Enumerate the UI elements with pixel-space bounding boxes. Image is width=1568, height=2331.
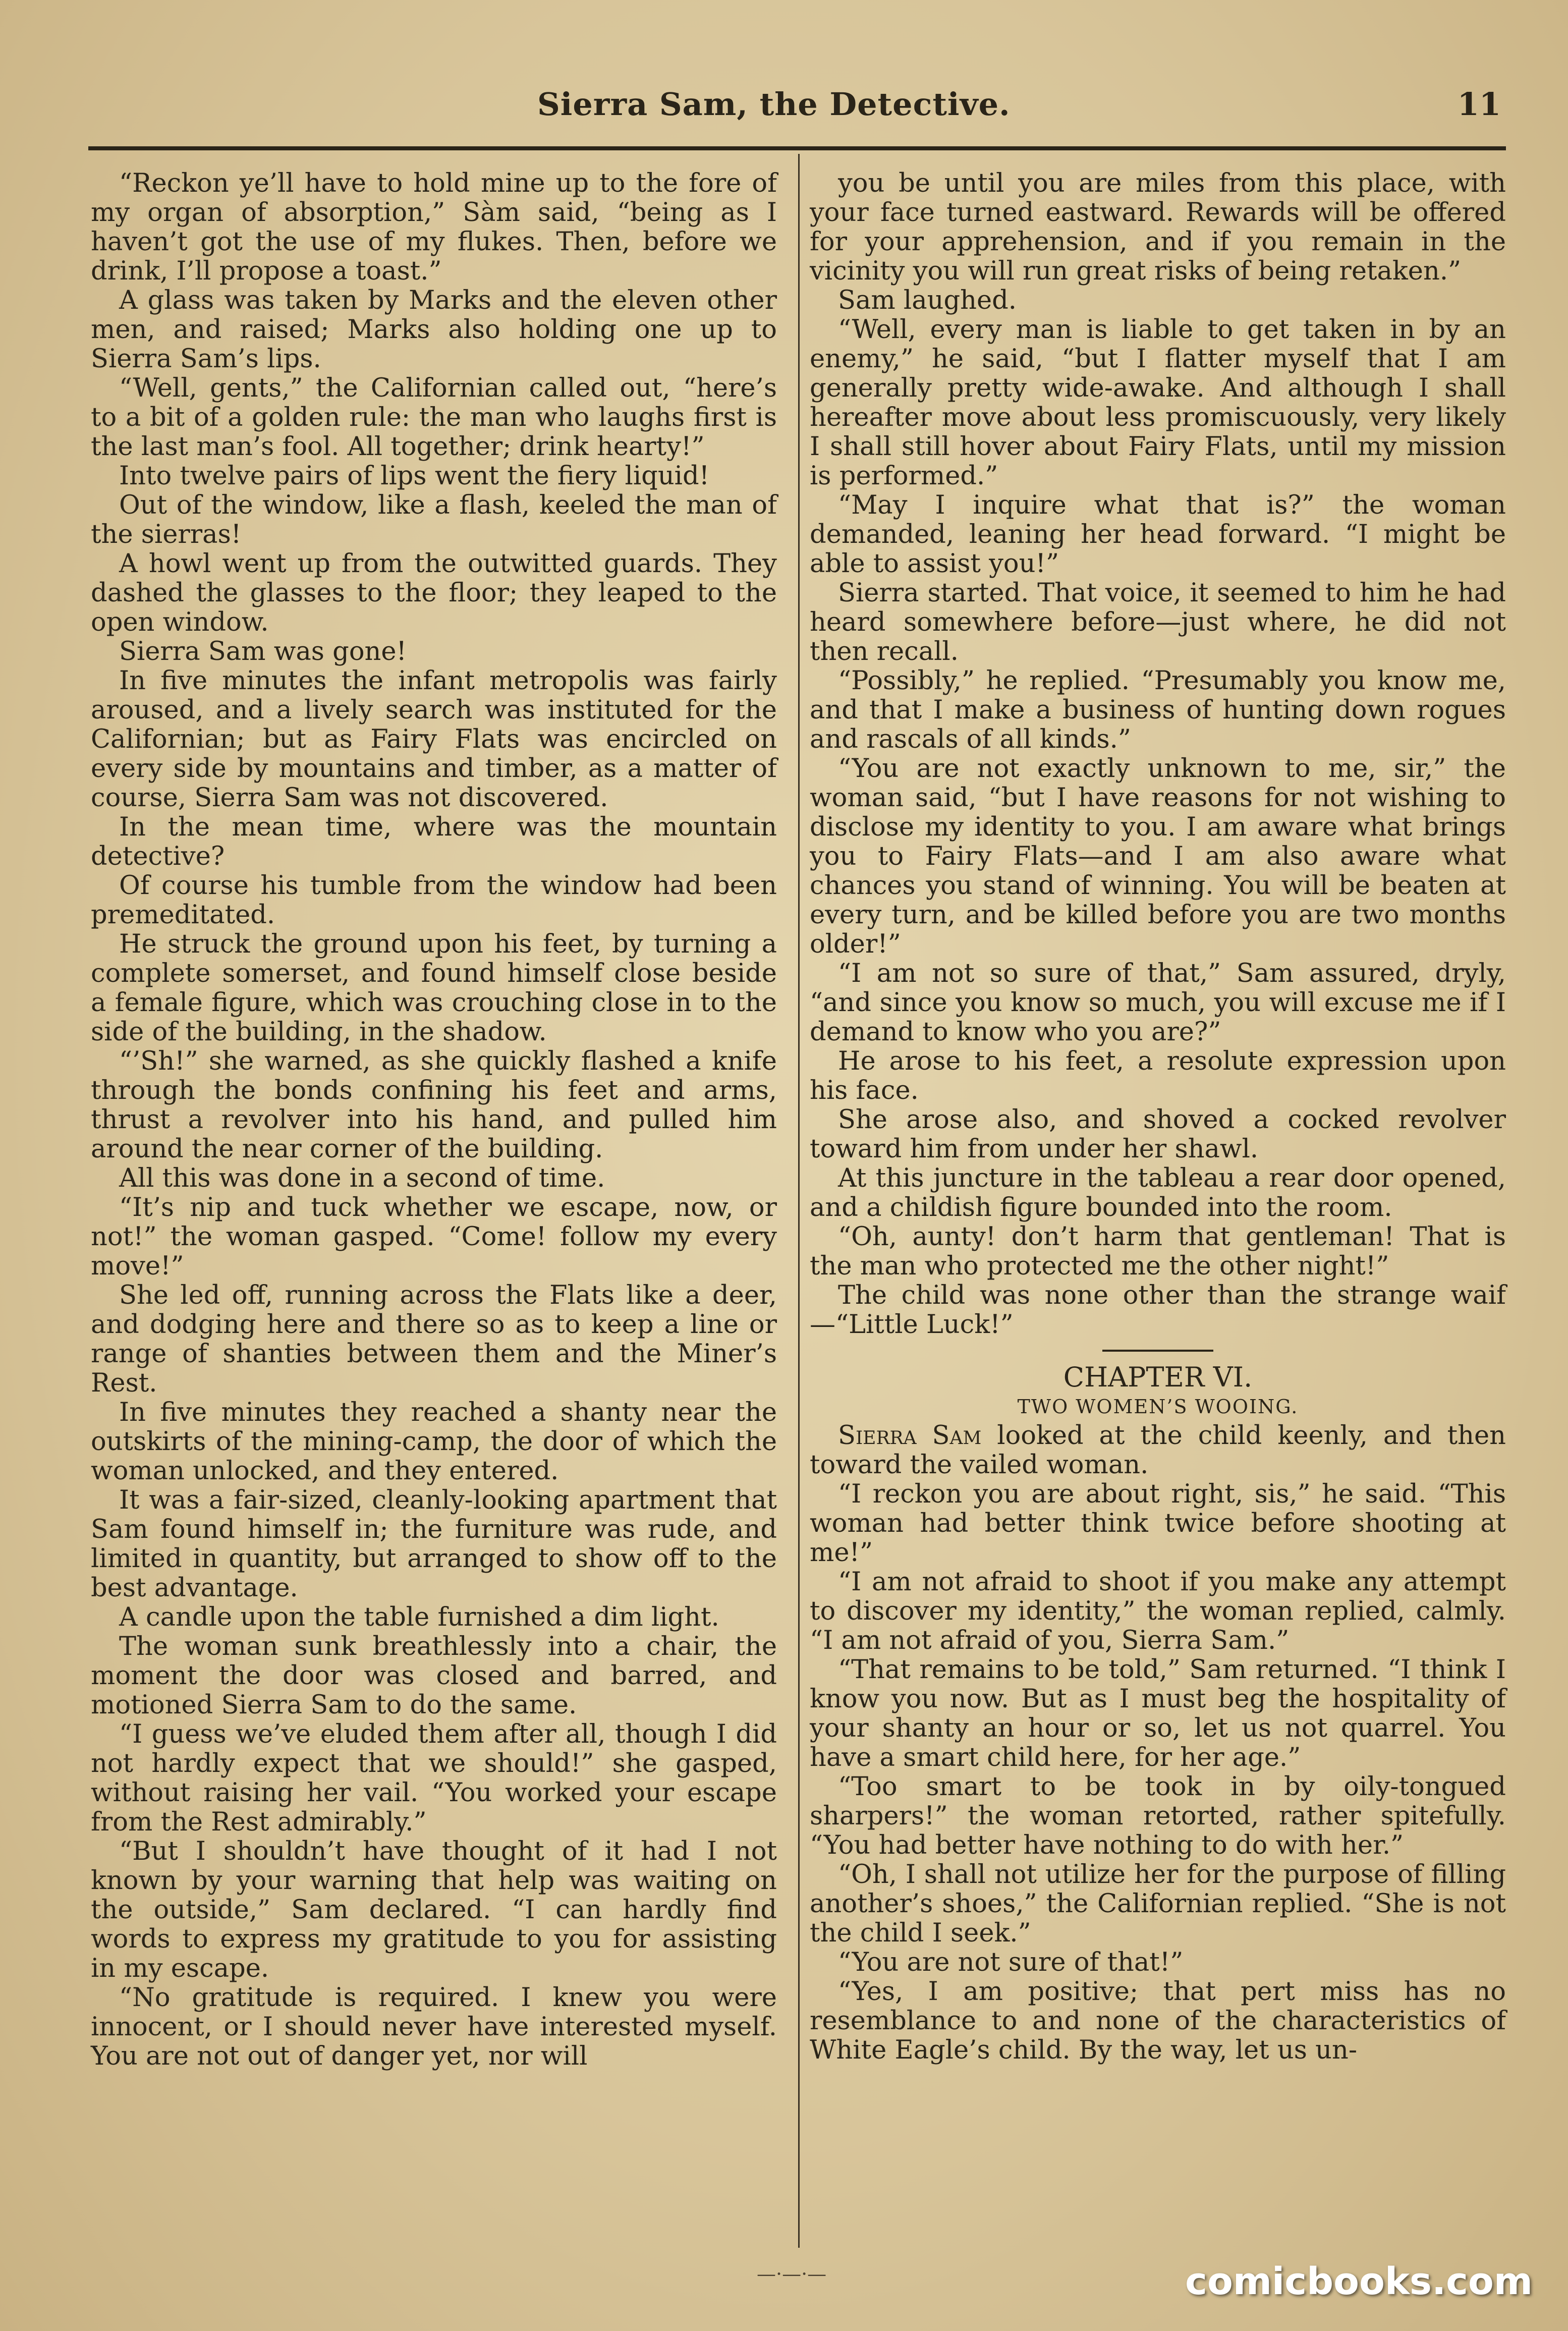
header-rule bbox=[88, 146, 1506, 150]
paragraph: “May I inquire what that is?” the woman demanded, leaning her head forward. “I might be able to assist you!” bbox=[810, 490, 1506, 579]
paragraph: “I am not afraid to shoot if you make any attempt to discover my identity,” the woman replied, calmly. “I am not afraid of you, Sierra Sam.” bbox=[810, 1567, 1506, 1655]
paragraph: you be until you are miles from this place, with your face turned eastward. Rewards will be offered for your apprehension, and if you remain in the vicinity you will run great risks of being retaken.” bbox=[810, 169, 1506, 286]
printer-mark: —·—·— bbox=[757, 2263, 827, 2285]
paragraph: “’Sh!” she warned, as she quickly flashed a knife through the bonds confining his feet and arms, thrust a revolver into his hand, and pulled him around the near corner of the building. bbox=[91, 1046, 777, 1164]
paragraph: “Oh, aunty! don’t harm that gentleman! That is the man who protected me the other night!” bbox=[810, 1222, 1506, 1281]
paragraph: “Reckon ye’ll have to hold mine up to the fore of my organ of absorption,” Sàm said, “being as I haven’t got the use of my flukes. Then, before we drink, I’ll propose a toast.” bbox=[91, 169, 777, 286]
running-title: Sierra Sam, the Detective. bbox=[537, 86, 1011, 123]
paragraph: Into twelve pairs of lips went the fiery liquid! bbox=[119, 461, 710, 491]
site-watermark: comicbooks.com bbox=[1185, 2260, 1533, 2303]
paragraph: “I am not so sure of that,” Sam assured, dryly, “and since you know so much, you will excuse me if I demand to know who you are?” bbox=[810, 959, 1506, 1047]
paragraph: She led off, running across the Flats like a deer, and dodging here and there so as to keep a line or range of shanties between them and the Miner’s Rest. bbox=[91, 1281, 777, 1398]
paragraph: “That remains to be told,” Sam returned. “I think I know you now. But as I must beg the hospitality of your shanty an hour or so, let us not quarrel. You have a smart child here, for her age.” bbox=[810, 1655, 1506, 1772]
paragraph: “You are not sure of that!” bbox=[838, 1948, 1184, 1977]
paragraph: Out of the window, like a flash, keeled the man of the sierras! bbox=[91, 490, 777, 549]
chapter-first-paragraph bbox=[810, 1421, 1506, 1480]
paragraph: Sierra started. That voice, it seemed to him he had heard somewhere before—just where, he did not then recall. bbox=[810, 578, 1506, 667]
chapter-lead-words: Sierra Sam bbox=[838, 1421, 982, 1451]
paragraph: “Well, every man is liable to get taken in by an enemy,” he said, “but I flatter myself that I am generally pretty wide-awake. And although I shall hereafter move about less promiscuously, very likely I shall still hover about Fairy Flats, until my mission is performed.” bbox=[810, 315, 1506, 491]
paragraph: The woman sunk breathlessly into a chair, the moment the door was closed and barred, and motioned Sierra Sam to do the same. bbox=[91, 1632, 777, 1720]
right-column-text-after bbox=[810, 1480, 1506, 2065]
paragraph: “Oh, I shall not utilize her for the purpose of filling another’s shoes,” the Californian replied. “She is not the child I seek.” bbox=[810, 1860, 1506, 1948]
paragraph: In five minutes the infant metropolis was fairly aroused, and a lively search was instituted for the Californian; but as Fairy Flats was encircled on every side by mountains and timber, as a matter of course, Sierra Sam was not discovered. bbox=[91, 666, 777, 813]
paragraph: A glass was taken by Marks and the eleven other men, and raised; Marks also holding one up to Sierra Sam’s lips. bbox=[91, 286, 777, 374]
paragraph: “It’s nip and tuck whether we escape, now, or not!” the woman gasped. “Come! follow my every move!” bbox=[91, 1193, 777, 1281]
paragraph: Sam laughed. bbox=[838, 286, 1017, 315]
paragraph: She arose also, and shoved a cocked revolver toward him from under her shawl. bbox=[810, 1105, 1506, 1164]
paragraph: A candle upon the table furnished a dim light. bbox=[119, 1602, 719, 1632]
paragraph: “Well, gents,” the Californian called out, “here’s to a bit of a golden rule: the man who laughs first is the last man’s fool. All together; drink hearty!” bbox=[91, 373, 777, 462]
paragraph: In five minutes they reached a shanty near the outskirts of the mining-camp, the door of which the woman unlocked, and they entered. bbox=[91, 1398, 777, 1486]
paragraph: Of course his tumble from the window had been premeditated. bbox=[91, 871, 777, 930]
paragraph: All this was done in a second of time. bbox=[119, 1163, 605, 1193]
chapter-heading: CHAPTER VI. bbox=[1063, 1361, 1253, 1393]
right-column bbox=[810, 169, 1506, 2065]
page-header bbox=[88, 76, 1501, 131]
chapter-divider bbox=[1102, 1350, 1213, 1352]
paragraph: “I guess we’ve eluded them after all, though I did not hardly expect that we should!” she gasped, without raising her vail. “You worked your escape from the Rest admirably.” bbox=[91, 1719, 777, 1837]
right-column-text-before bbox=[810, 169, 1506, 1340]
paragraph: “You are not exactly unknown to me, sir,” the woman said, “but I have reasons for not wishing to disclose my identity to you. I am aware what brings you to Fairy Flats—and I am also aware what chances you stand of winning. You will be beaten at every turn, and be killed before you are two months older!” bbox=[810, 754, 1506, 959]
paragraph: Sierra Sam was gone! bbox=[119, 637, 407, 667]
paragraph: “But I shouldn’t have thought of it had I not known by your warning that help was waiting on the outside,” Sam declared. “I can hardly find words to express my gratitude to you for assisting in my escape. bbox=[91, 1837, 777, 1983]
paragraph: “I reckon you are about right, sis,” he said. “This woman had better think twice before shooting at me!” bbox=[810, 1479, 1506, 1568]
paragraph: It was a fair-sized, cleanly-looking apartment that Sam found himself in; the furniture was rude, and limited in quantity, but arranged to show off to the best advantage. bbox=[91, 1485, 777, 1603]
paragraph: A howl went up from the outwitted guards. They dashed the glasses to the floor; they leaped to the open window. bbox=[91, 549, 777, 637]
left-column bbox=[91, 169, 777, 2071]
chapter-subtitle: TWO WOMEN’S WOOING. bbox=[1017, 1396, 1299, 1418]
paragraph: “Too smart to be took in by oily-tongued sharpers!” the woman retorted, rather spitefully. “You had better have nothing to do with her.” bbox=[810, 1772, 1506, 1860]
paragraph: “Yes, I am positive; that pert miss has no resemblance to and none of the characteristics of White Eagle’s child. By the way, let us un- bbox=[810, 1977, 1506, 2065]
paragraph: At this juncture in the tableau a rear door opened, and a childish figure bounded into the room. bbox=[810, 1163, 1506, 1223]
paragraph: He struck the ground upon his feet, by turning a complete somerset, and found himself close beside a female figure, which was crouching close in to the side of the building, in the shadow. bbox=[91, 929, 777, 1047]
paragraph: In the mean time, where was the mountain detective? bbox=[91, 812, 777, 871]
paragraph: “No gratitude is required. I knew you were innocent, or I should never have interested myself. You are not out of danger yet, nor will bbox=[91, 1983, 777, 2071]
paragraph: He arose to his feet, a resolute expression upon his face. bbox=[810, 1046, 1506, 1105]
column-divider bbox=[798, 154, 800, 2248]
chapter-first-text: looked at the child keenly, and then toward the vailed woman. bbox=[810, 1421, 1506, 1480]
paragraph: The child was none other than the strange waif—“Little Luck!” bbox=[810, 1281, 1506, 1340]
page-number: 11 bbox=[1457, 86, 1501, 123]
paragraph: “Possibly,” he replied. “Presumably you know me, and that I make a business of hunting down rogues and rascals of all kinds.” bbox=[810, 666, 1506, 754]
